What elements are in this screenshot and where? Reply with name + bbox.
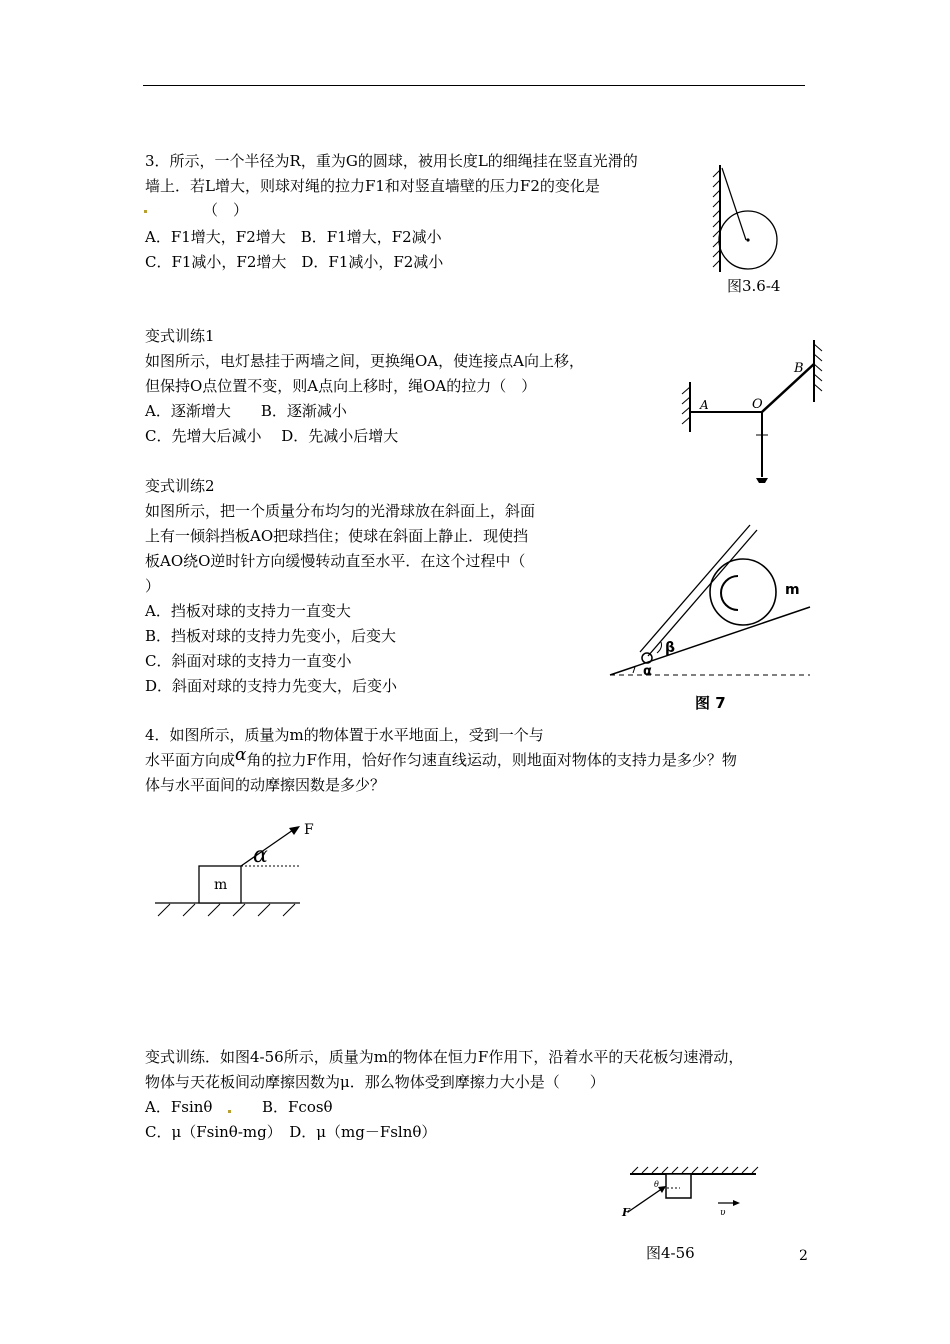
v2-line-2: 上有一倾斜挡板AO把球挡住；使球在斜面上静止．现使挡 xyxy=(145,527,529,545)
v2-option-a: A．挡板对球的支持力一直变大 xyxy=(145,602,351,620)
v1-options-ab: A．逐渐增大 B．逐渐减小 xyxy=(145,402,347,420)
v2-label-alpha: α xyxy=(643,664,652,679)
q4-alpha-symbol: α xyxy=(235,745,247,765)
v3-options-cd: C．μ（Fsinθ-mg） D．μ（mg－Fslnθ） xyxy=(145,1123,437,1141)
v2-line-3: 板AO绕O逆时针方向缓慢转动直至水平．在这个过程中（ xyxy=(145,552,526,570)
v3-option-a: A．Fsinθ xyxy=(145,1098,213,1116)
q3-answer-blank: （ ） xyxy=(203,201,249,219)
v3-line-2: 物体与天花板间动摩擦因数为μ．那么物体受到摩擦力大小是（ ） xyxy=(145,1073,605,1091)
v2-option-b: B．挡板对球的支持力先变小，后变大 xyxy=(145,627,397,645)
v3-line-1: 变式训练．如图4-56所示，质量为m的物体在恒力F作用下，沿着水平的天花板匀速滑动， xyxy=(145,1048,744,1066)
q3-options-cd: C．F1减小，F2增大 D．F1减小，F2减小 xyxy=(145,253,444,271)
v3-label-force: F xyxy=(622,1206,630,1219)
q3-options-ab: A．F1增大，F2增大 B．F1增大，F2减小 xyxy=(145,228,442,246)
q4-label-force: F xyxy=(304,822,314,838)
v3-option-b: B．Fcosθ xyxy=(262,1098,333,1116)
v2-figure-ball-on-incline xyxy=(605,520,820,720)
v1-label-b: B xyxy=(794,361,804,376)
v2-label-beta: β xyxy=(665,640,676,656)
v1-options-cd: C．先增大后减小 D．先减小后增大 xyxy=(145,427,399,445)
v2-option-d: D．斜面对球的支持力先变大，后变小 xyxy=(145,677,398,695)
q3-figure-ball-on-wall xyxy=(708,160,788,275)
v3-figure-block-on-ceiling xyxy=(618,1160,763,1226)
q3-figure-caption: 图3.6-4 xyxy=(727,277,781,295)
v1-label-a: A xyxy=(700,398,709,412)
speck-mark xyxy=(144,210,147,213)
q4-line-1: 4．如图所示，质量为m的物体置于水平地面上，受到一个与 xyxy=(145,726,544,744)
v2-line-4: ） xyxy=(145,577,161,595)
q4-line-2 xyxy=(145,745,737,770)
q4-line-2-start: 水平面方向成 xyxy=(145,751,236,769)
v3-label-velocity: υ xyxy=(720,1208,726,1218)
q4-line-3: 体与水平面间的动摩擦因数是多少？ xyxy=(145,776,386,794)
q4-label-alpha: α xyxy=(253,843,268,868)
v1-title: 变式训练1 xyxy=(145,327,215,345)
v1-line-2: 但保持O点位置不变，则A点向上移时，绳OA的拉力（ ） xyxy=(145,377,537,395)
v2-figure-caption: 图 7 xyxy=(695,694,726,712)
v1-figure-lamp-between-walls xyxy=(672,332,832,494)
v3-figure-caption: 图4-56 xyxy=(646,1244,695,1262)
q3-line-2: 墙上．若L增大，则球对绳的拉力F1和对竖直墙壁的压力F2的变化是 xyxy=(145,177,600,195)
q4-label-mass: m xyxy=(214,877,228,893)
v1-label-o: O xyxy=(752,397,763,412)
speck-mark xyxy=(228,1110,231,1113)
q4-figure-block-pulled xyxy=(150,818,330,920)
header-rule xyxy=(143,85,805,86)
v2-line-1: 如图所示，把一个质量分布均匀的光滑球放在斜面上，斜面 xyxy=(145,502,536,520)
v2-title: 变式训练2 xyxy=(145,477,215,495)
v2-label-mass: m xyxy=(785,582,800,598)
v3-label-theta: θ xyxy=(654,1180,659,1189)
q4-line-2-end: 角的拉力F作用，恰好作匀速直线运动，则地面对物体的支持力是多少？物 xyxy=(246,751,737,769)
v2-option-c: C．斜面对球的支持力一直变小 xyxy=(145,652,352,670)
q3-line-1: 3．所示，一个半径为R，重为G的圆球，被用长度L的细绳挂在竖直光滑的 xyxy=(145,152,638,170)
page-number: 2 xyxy=(799,1248,808,1264)
v1-line-1: 如图所示，电灯悬挂于两墙之间，更换绳OA，使连接点A向上移， xyxy=(145,352,584,370)
